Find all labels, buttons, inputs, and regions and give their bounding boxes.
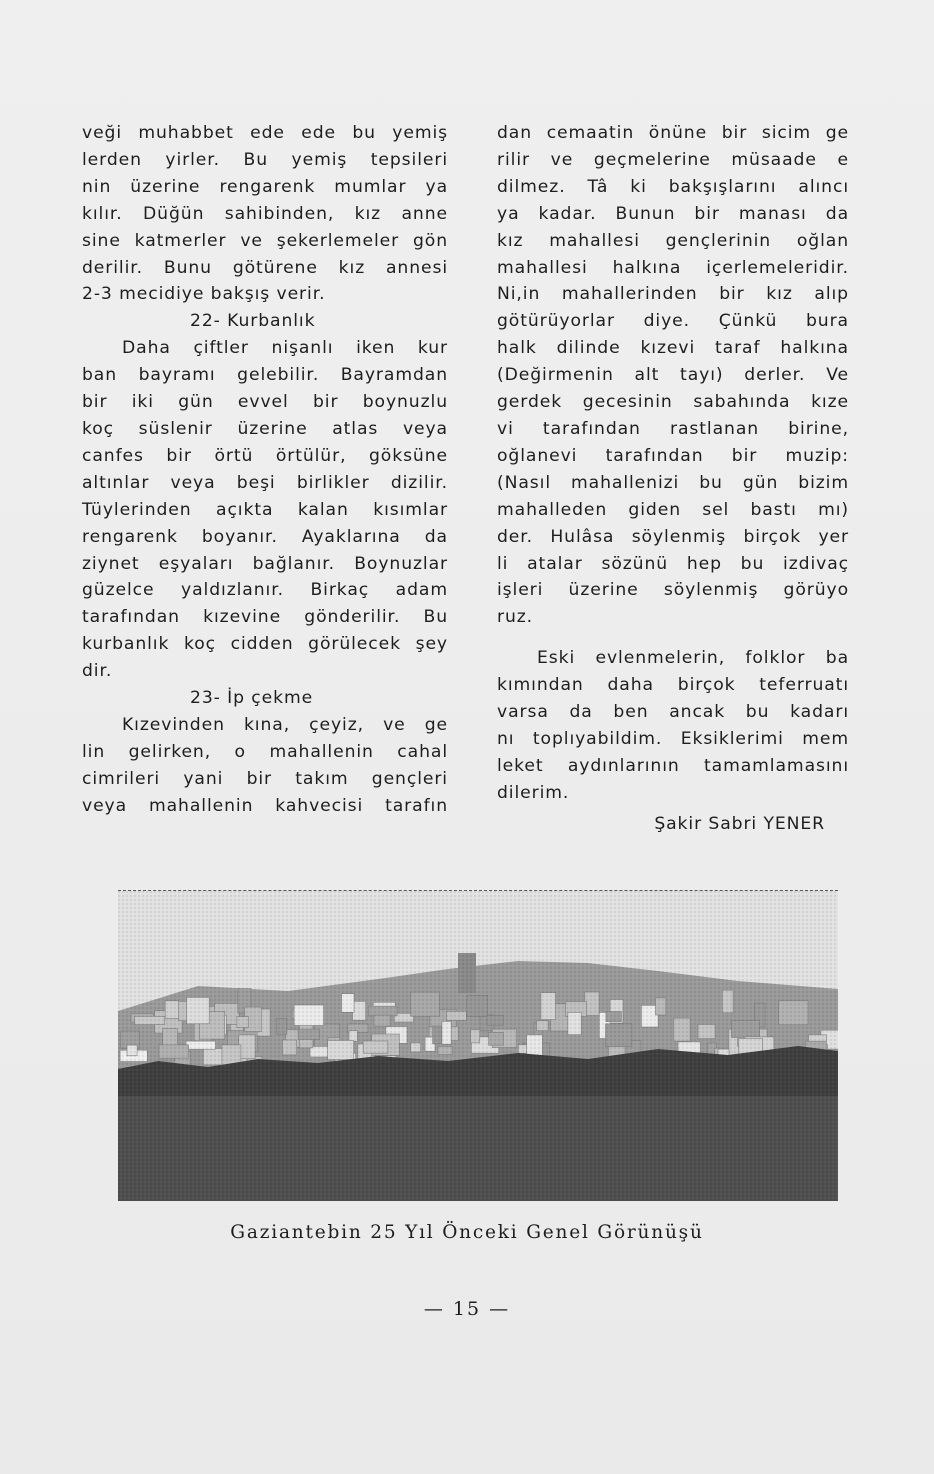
text-line: veği muhabbet ede ede bu yemiş <box>82 123 448 143</box>
text-line: Kızevinden kına, çeyiz, ve ge <box>122 714 448 735</box>
text-line: ziynet eşyaları bağlanır. Boynuzlar <box>82 553 448 574</box>
text-line: varsa da ben ancak bu kadarı <box>497 702 849 723</box>
text-line: altınlar veya beşi birlikler dizilir. <box>82 472 448 493</box>
text-line: Tüylerinden açıkta kalan kısımlar <box>82 499 448 520</box>
text-line: kurbanlık koç cidden görülecek şey <box>82 634 448 655</box>
text-line: 2-3 mecidiye bakşış verir. <box>82 284 326 305</box>
text-line: bir iki gün evvel bir boynuzlu <box>82 392 448 413</box>
text-line: dir. <box>82 661 113 682</box>
text-line: veya mahallenin kahvecisi tarafın <box>82 795 448 816</box>
text-line: halk dilinde kızevi taraf halkına <box>497 338 849 359</box>
text-line: nı toplıyabildim. Eksiklerimi mem <box>497 728 849 749</box>
text-line: rilir ve geçmelerine müsaade e <box>497 149 849 170</box>
text-line: rengarenk boyanır. Ayaklarına da <box>82 526 448 547</box>
section-heading-23: 23- İp çekme <box>190 688 314 709</box>
text-line: oğlanevi tarafından bir muzip: <box>497 445 849 466</box>
text-line: li atalar sözünü hep bu izdivaç <box>497 553 849 574</box>
text-line: mahalleden giden sel bastı mı) <box>497 499 849 520</box>
text-line: lerden yirler. Bu yemiş tepsileri <box>82 149 448 170</box>
page-number: — 15 — <box>423 1298 511 1320</box>
text-line: kılır. Düğün sahibinden, kız anne <box>82 203 448 224</box>
paragraph-gap <box>497 631 849 645</box>
text-line: işleri üzerine söylenmiş görüyo <box>497 580 849 601</box>
text-line: kımından daha birçok teferruatı <box>497 675 849 696</box>
text-line: canfes bir örtü örtülür, göksüne <box>82 445 448 466</box>
photo-caption: Gaziantebin 25 Yıl Önceki Genel Görünüşü <box>230 1222 704 1243</box>
text-line: der. Hulâsa söylenmiş birçok yer <box>497 526 849 547</box>
text-line: koç süslenir üzerine atlas veya <box>82 418 448 439</box>
text-line: Ni,in mahallerinden bir kız alıp <box>497 284 849 305</box>
text-line: nin üzerine rengarenk mumlar ya <box>82 176 448 197</box>
text-line: dilerim. <box>497 782 570 803</box>
text-line: gerdek gecesinin sabahında kıze <box>497 392 849 413</box>
text-line: Eski evlenmelerin, folklor ba <box>537 648 849 669</box>
town-photo <box>118 890 838 1201</box>
text-line: güzelce yaldızlanır. Birkaç adam <box>82 580 448 601</box>
text-line: derilir. Bunu götürene kız annesi <box>82 257 448 278</box>
text-line: tarafından kızevine gönderilir. Bu <box>82 607 448 628</box>
text-line: ruz. <box>497 607 534 628</box>
text-line: mahallesi halkına içerlemeleridir. <box>497 257 849 278</box>
text-line: ban bayramı gelebilir. Bayramdan <box>82 365 448 386</box>
author-signature: Şakir Sabri YENER <box>654 813 825 834</box>
text-line: cimrileri yani bir takım gençleri <box>82 768 448 789</box>
text-line: ya kadar. Bunun bir manası da <box>497 203 849 224</box>
text-line: dan cemaatin önüne bir sicim ge <box>497 123 849 143</box>
text-line: Daha çiftler nişanlı iken kur <box>122 338 448 359</box>
text-line: (Nasıl mahallenizi bu gün bizim <box>497 472 849 493</box>
text-line: leket aydınlarının tamamlamasını <box>497 755 849 776</box>
town-photo-image <box>118 891 838 1201</box>
section-heading-22: 22- Kurbanlık <box>190 311 316 332</box>
text-line: vi tarafından rastlanan birine, <box>497 418 849 439</box>
text-line: lin gelirken, o mahallenin cahal <box>82 741 448 762</box>
right-column <box>497 120 849 838</box>
photo-grain <box>118 891 838 1201</box>
left-column <box>82 120 448 820</box>
text-line: götürüyorlar diye. Çünkü bura <box>497 311 849 332</box>
text-line: sine katmerler ve şekerlemeler gön <box>82 230 448 251</box>
text-line: dilmez. Tâ ki bakşışlarını alıncı <box>497 176 849 197</box>
text-line: kız mahallesi gençlerinin oğlan <box>497 230 849 251</box>
text-line: (Değirmenin alt tayı) derler. Ve <box>497 365 849 386</box>
